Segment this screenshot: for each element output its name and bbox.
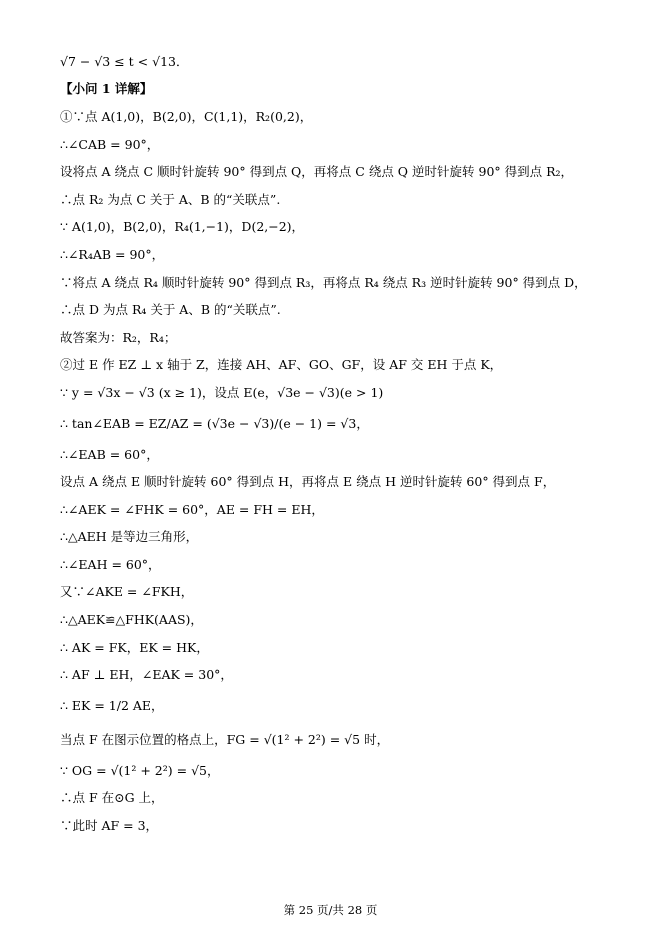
section-heading: 【小问 1 详解】 <box>60 81 153 97</box>
text-line: ∵此时 AF = 3， <box>60 818 159 834</box>
text-line: ∴ EK = 1/2 AE， <box>60 698 164 714</box>
text-line: ∴∠R₄AB = 90°， <box>60 246 165 262</box>
page-footer: 第 25 页/共 28 页 <box>283 903 378 917</box>
text-line: 故答案为：R₂，R₄； <box>60 329 177 345</box>
text-line: ∴∠CAB = 90°， <box>60 136 160 152</box>
document-body <box>60 48 630 840</box>
text-line: ∴点 D 为点 R₄ 关于 A、B 的“关联点”. <box>60 302 281 318</box>
text-line: ∴∠AEK = ∠FHK = 60°，AE = FH = EH， <box>60 501 324 517</box>
text-line: ∵将点 A 绕点 R₄ 顺时针旋转 90° 得到点 R₃，再将点 R₄ 绕点 R₃ 逆时针旋转 90° 得到点 D， <box>60 274 587 290</box>
text-line: ∴ AF ⊥ EH，∠EAK = 30°， <box>60 667 233 683</box>
text-line: ∴∠EAH = 60°， <box>60 556 161 572</box>
text-line: ②过 E 作 EZ ⊥ x 轴于 Z，连接 AH、AF、GO、GF，设 AF 交 EH 于点 K， <box>60 357 503 373</box>
text-line: ∴△AEK≌△FHK(AAS)， <box>60 612 203 628</box>
text-line: ∵ y = √3x − √3 (x ≥ 1)，设点 E(e，√3e − √3)(e > 1) <box>60 384 384 400</box>
text-line: 设点 A 绕点 E 顺时针旋转 60° 得到点 H，再将点 E 绕点 H 逆时针旋转 60° 得到点 F， <box>60 474 556 490</box>
text-line: ∴点 F 在⊙G 上， <box>60 790 164 806</box>
text-line: ∵ OG = √(1² + 2²) = √5， <box>60 762 220 778</box>
text-line: ∴∠EAB = 60°， <box>60 446 159 462</box>
text-line: 当点 F 在图示位置的格点上，FG = √(1² + 2²) = √5 时， <box>60 732 390 748</box>
text-line: ∴点 R₂ 为点 C 关于 A、B 的“关联点”. <box>60 191 281 207</box>
text-line: 设将点 A 绕点 C 顺时针旋转 90° 得到点 Q，再将点 C 绕点 Q 逆时针旋转 90° 得到点 R₂， <box>60 164 574 180</box>
text-line: ∴ tan∠EAB = EZ/AZ = (√3e − √3)/(e − 1) = √3， <box>60 415 369 431</box>
text-line: ∵ A(1,0)，B(2,0)，R₄(1,−1)，D(2,−2)， <box>60 219 305 235</box>
text-line: ∴ AK = FK，EK = HK， <box>60 639 209 655</box>
text-line: ①∵点 A(1,0)，B(2,0)，C(1,1)，R₂(0,2)， <box>60 108 313 124</box>
text-line: 又∵∠AKE = ∠FKH， <box>60 584 194 600</box>
text-line: ∴△AEH 是等边三角形， <box>60 529 199 545</box>
text-line: √7 − √3 ≤ t < √13． <box>60 53 189 69</box>
